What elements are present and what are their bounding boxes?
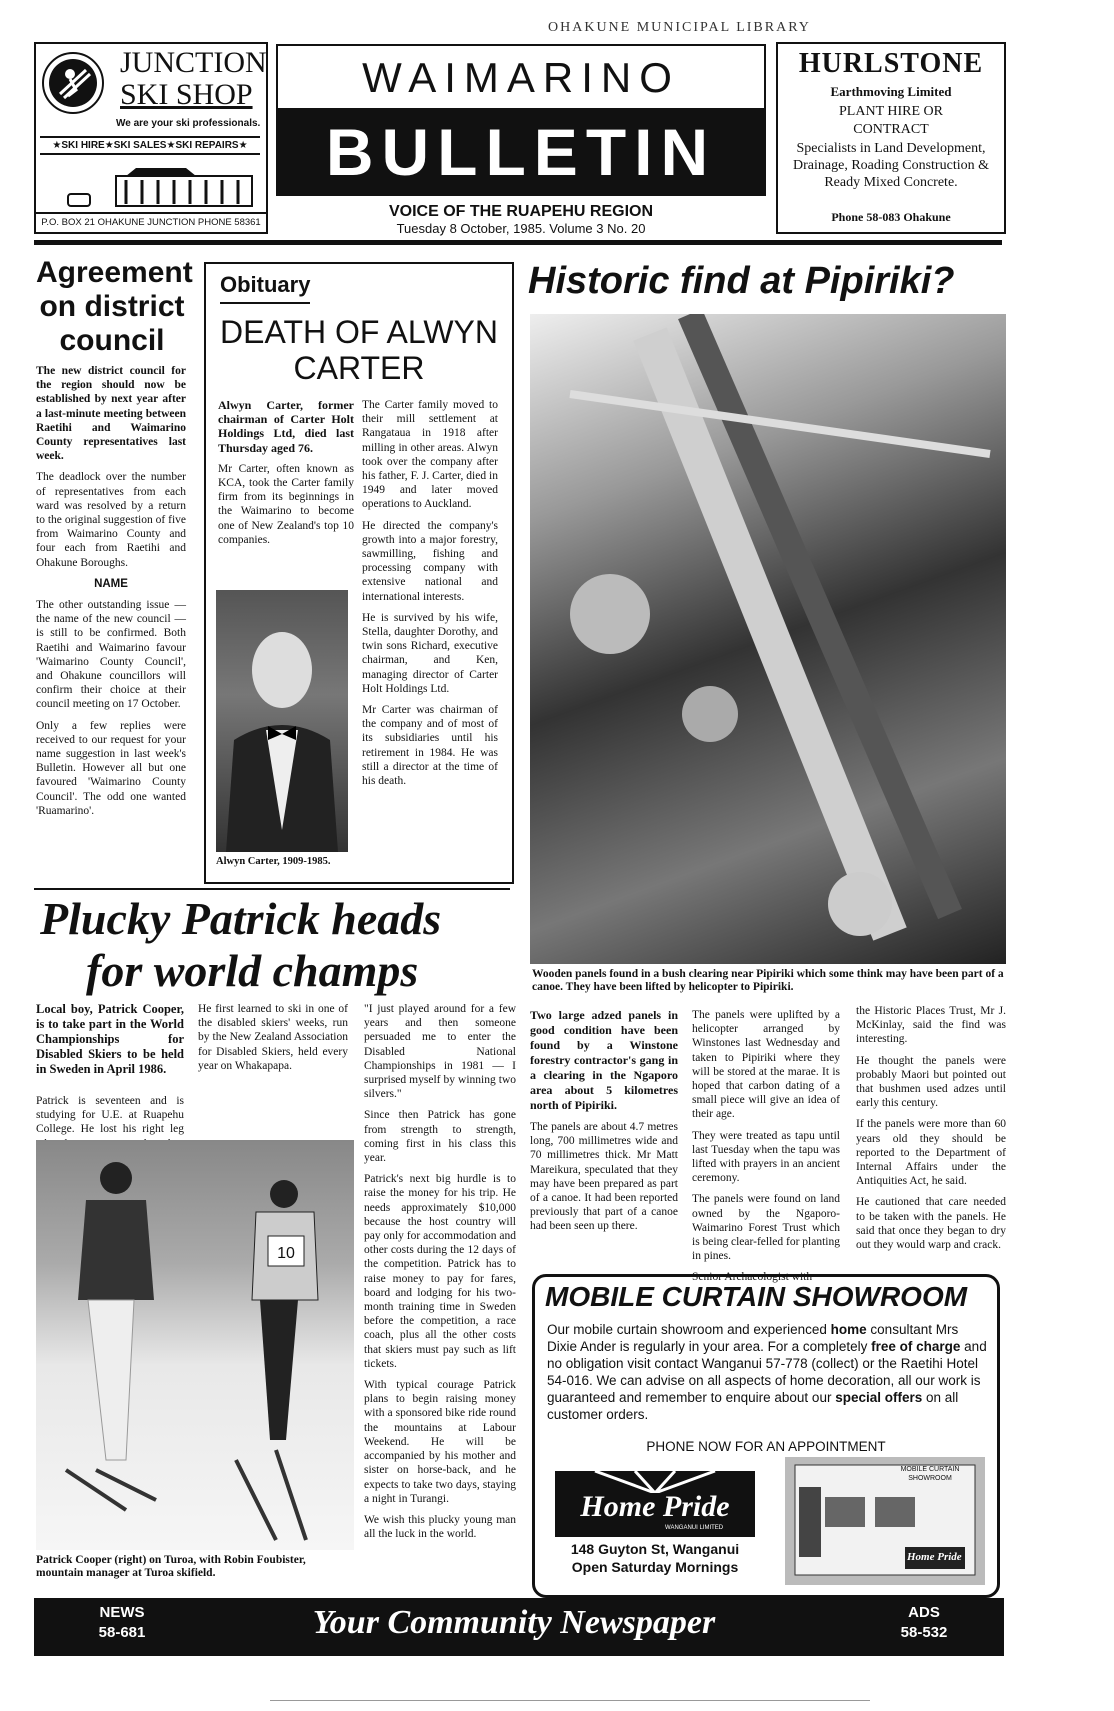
pipiriki-headline: Historic find at Pipiriki? [528,260,955,302]
van-logo: Home Pride [907,1551,962,1563]
curtain-ad-body-e: and no obligation visit contact Wanganui 57-778 (collect) or the Raetihi Hotel 54-016. We can advise on all aspects of home decoration, all our work is guaranteed and remember to enquire about our [547,1339,987,1405]
council-p2: The other outstanding issue — the name of the new council — is still to be confirmed. Both Raetihi and Waimarino favour 'Waimarino County Council', and Ohakune councillors will confirm their choice at their council meeting on 17 October. [36,599,186,711]
patrick-p7: We wish this plucky young man all the luck in the world. [364,1513,516,1541]
obituary-p2: The Carter family moved to their mill settlement at Rangataua in 1918 after milling in other areas. Alwyn took over the company after his father, F. J. Carter, died in 1949 and later moved operations to Auckland. [362,399,498,511]
obituary-col2 [362,398,498,795]
alwyn-carter-photo [216,590,348,852]
patrick-p1: Patrick is seventeen and is studying for U.E. at Ruapehu College. He lost his right leg [36,1095,184,1136]
pipiriki-photo-caption: Wooden panels found in a bush clearing near Pipiriki which some think may have been part of a canoe. They have been lifted by helicopter to Pipiriki. [532,968,1004,993]
curtain-ad-body-d: free of charge [871,1339,961,1354]
curtain-ad-body-a: Our mobile curtain showroom and experienced [547,1322,831,1337]
curtain-ad-body-g: on all customer orders. [547,1390,959,1422]
obituary-box [204,262,514,884]
masthead-top-box [276,44,766,112]
patrick-photo [36,1140,354,1550]
curtain-ad-body [547,1321,989,1423]
obituary-p1: Mr Carter, often known as KCA, took the Carter family firm from its beginnings in the Waimarino to become one of New Zealand's top 10 companies. [218,462,354,546]
council-article [36,364,186,825]
pipiriki-col3 [856,1004,1006,1259]
ski-shop-name-line1: JUNCTION [120,46,267,79]
patrick-lead: Local boy, Patrick Cooper, is to take part in the World Championships for Disabled Skiers to be held in Sweden in April 1986. [36,1002,184,1076]
pipiriki-p1: The panels are about 4.7 metres long, 700 millimetres wide and 70 millimetres thick. Mr Matt Mareikura, speculated that they may have been prepared as part of a canoe. It had been reported previously that part of a canoe had been seen up there. [530,1121,678,1233]
hurlstone-ad [776,42,1006,234]
curtain-ad [532,1274,1000,1598]
council-lead: The new district council for the region should now be established by next year after a last-minute meeting between Raetihi and Waimarino County representatives last week. [36,365,186,463]
ski-shop-name-line2: SKI SHOP [120,78,253,111]
council-p1: The deadlock over the number of representatives from each ward was resolved by a return to the original suggestion of five from Waimarino County and four each from Raetihi and Ohakune Boroughs. [36,471,186,569]
home-pride-logo [555,1471,755,1537]
shop-building-icon [66,162,256,208]
bib-number: 10 [277,1245,295,1262]
patrick-rule [34,888,510,890]
pipiriki-p7: He thought the panels were probably Maori but pointed out that bushmen used adzes until early this century. [856,1054,1006,1110]
bottom-scan-line [270,1700,870,1701]
pipiriki-p2: The panels were uplifted by a helicopter arranged by Winstones last Wednesday and taken to Pipiriki where they will be stored at the marae. It is hoped that carbon dating of a small piece will give an idea of their age. [692,1009,840,1121]
council-headline: Agreement on district council [36,256,193,357]
bush-scene [530,314,1006,964]
obituary-col1 [218,398,354,554]
footer-slogan: Your Community Newspaper [312,1604,716,1641]
ski-shop-tagline: We are your ski professionals. [116,118,261,129]
patrick-p5: Patrick's next big hurdle is to raise the money for his trip. He needs approximately $10,000 because the host country will pay only for accommodation and other costs during the 12 days of the competition. Patrick has to raise money to pay for fares, board and lodging for his two-month training time in Sweden before the competition, a race coach, plus all the other costs that skiers must pay such as lift tickets. [364,1173,517,1370]
pipiriki-col1 [530,1008,678,1241]
curtain-ad-address: 148 Guyton St, Wanganui [570,1541,740,1557]
council-p3: Only a few replies were received to our request for your name suggestion in last week's Bulletin. However all but one favoured 'Waimarino County Council'. The odd one wanted 'Ruamarino'. [36,719,186,817]
library-stamp: OHAKUNE MUNICIPAL LIBRARY [548,20,811,35]
skier-logo-icon [40,50,106,116]
patrick-photo-caption: Patrick Cooper (right) on Turoa, with Robin Foubister, mountain manager at Turoa skifield. [36,1554,306,1579]
pipiriki-p4: The panels were found on land owned by the Ngaporo-Waimarino Forest Trust which is being clear-felled for planting in pines. [692,1193,840,1263]
masthead-motto: VOICE OF THE RUAPEHU REGION [388,203,654,220]
obituary-photo-caption: Alwyn Carter, 1909-1985. [216,856,331,867]
masthead-main-box [276,108,766,196]
patrick-p3: "I just played around for a few years and then someone persuaded me to enter the Disabled National Championships in 1981 — I surprised myself by winning two silvers." [364,1003,516,1101]
masthead-title-main: BULLETIN [325,115,717,189]
curtain-ad-headline: MOBILE CURTAIN SHOWROOM [545,1281,968,1312]
footer-ads-label: ADS [908,1604,940,1621]
ski-shop-address: P.O. BOX 21 OHAKUNE JUNCTION PHONE 58361 [36,212,266,228]
hurlstone-subtitle: Earthmoving Limited [830,84,952,99]
pipiriki-p5: Senior Archaeologist with [692,1271,813,1284]
patrick-col3 [364,1002,516,1548]
curtain-ad-body-b: home [830,1322,867,1337]
curtain-ad-cta: PHONE NOW FOR AN APPOINTMENT [646,1439,886,1454]
pipiriki-p9: He cautioned that care needed to be taken with the panels. He said that once they began to dry out they would warp and crack. [856,1196,1006,1252]
showroom-van-photo [785,1457,985,1585]
footer-banner [34,1598,1004,1656]
pipiriki-lead: Two large adzed panels in good condition have been found by a Winstone forestry contractor's gang in a clearing in the Ngaporo area about 5 kilometres north of Pipiriki. [530,1008,678,1112]
obituary-label: Obituary [220,272,311,297]
patrick-headline-line2: for world champs [86,945,419,996]
obituary-headline: DEATH OF ALWYN CARTER [220,314,498,386]
obituary-lead: Alwyn Carter, former chairman of Carter Holt Holdings Ltd, died last Thursday aged 76. [218,398,354,455]
footer-news-label: NEWS [99,1604,145,1621]
ski-shop-ad [34,42,268,234]
pipiriki-p6: the Historic Places Trust, Mr J. McKinlay, said the find was interesting. [856,1005,1006,1046]
hurlstone-line2: CONTRACT [853,122,929,137]
patrick-headline-line1: Plucky Patrick heads [40,893,442,944]
pipiriki-p8: If the panels were more than 60 years old they should be reported to the Department of Internal Affairs under the Antiquities Act, he said. [856,1118,1006,1188]
footer-news-phone: 58-681 [98,1624,146,1641]
home-pride-sub: WANGANUI LIMITED [665,1525,724,1531]
home-pride-wordmark: Home Pride [580,1490,730,1523]
obituary-label-rule [220,302,310,304]
van-sign: MOBILE CURTAIN SHOWROOM [900,1466,960,1482]
hurlstone-name: HURLSTONE [798,48,984,79]
pipiriki-p3: They were treated as tapu until last Tuesday when the tapu was lifted with prayers in an ancient ceremony. [692,1129,840,1185]
masthead-rule [34,240,1002,245]
obituary-p5: Mr Carter was chairman of the company and of most of its subsidiaries until his retirement in 1984. He was still a director at the time of his death. [362,704,498,788]
patrick-p6: With typical courage Patrick plans to begin raising money with a sponsored bike ride round the mountains at Labour Weekend. He will be accompanied by his mother and sister on horse-back, and he expects to take two days, staying a night in Turangi. [364,1379,516,1505]
masthead-dateline: Tuesday 8 October, 1985. Volume 3 No. 20 [396,221,646,236]
curtain-ad-hours: Open Saturday Mornings [571,1559,739,1575]
patrick-p2: He first learned to ski in one of the disabled skiers' weeks, run by the New Zealand Association for Disabled Skiers, held every year on Whakapapa. [198,1003,348,1072]
curtain-ad-body-f: special offers [835,1390,923,1405]
patrick-col2 [198,1002,348,1080]
patrick-col1 [36,1002,184,1084]
obituary-p4: He is survived by his wife, Stella, daughter Dorothy, and twin sons Richard, executive chairman, and Ken, managing director of Carter Holt Holdings Ltd. [362,611,498,695]
obituary-p3: He directed the company's growth into a major forestry, sawmilling, fishing and processing company with extensive national and international interests. [362,519,498,603]
pipiriki-col2 [692,1008,840,1292]
council-subhead: NAME [94,577,128,590]
masthead-title-top: WAIMARINO [362,54,680,101]
pipiriki-photo [530,314,1006,964]
ski-shop-services: ★SKI HIRE★SKI SALES★SKI REPAIRS★ [40,136,260,155]
portrait-silhouette [216,590,348,852]
footer-ads-phone: 58-532 [900,1624,948,1641]
hurlstone-body: Specialists in Land Development, Drainage, Roading Construction & Ready Mixed Concrete. [793,141,989,190]
hurlstone-line1: PLANT HIRE OR [839,104,943,119]
patrick-p4: Since then Patrick has gone from strength to strength, coming first in his class this year. [364,1109,516,1165]
curtain-ad-body-c: consultant Mrs Dixie Ander is regularly in your area. For a completely [547,1322,959,1354]
hurlstone-phone: Phone 58-083 Ohakune [831,210,951,224]
skiers-scene [36,1140,354,1550]
